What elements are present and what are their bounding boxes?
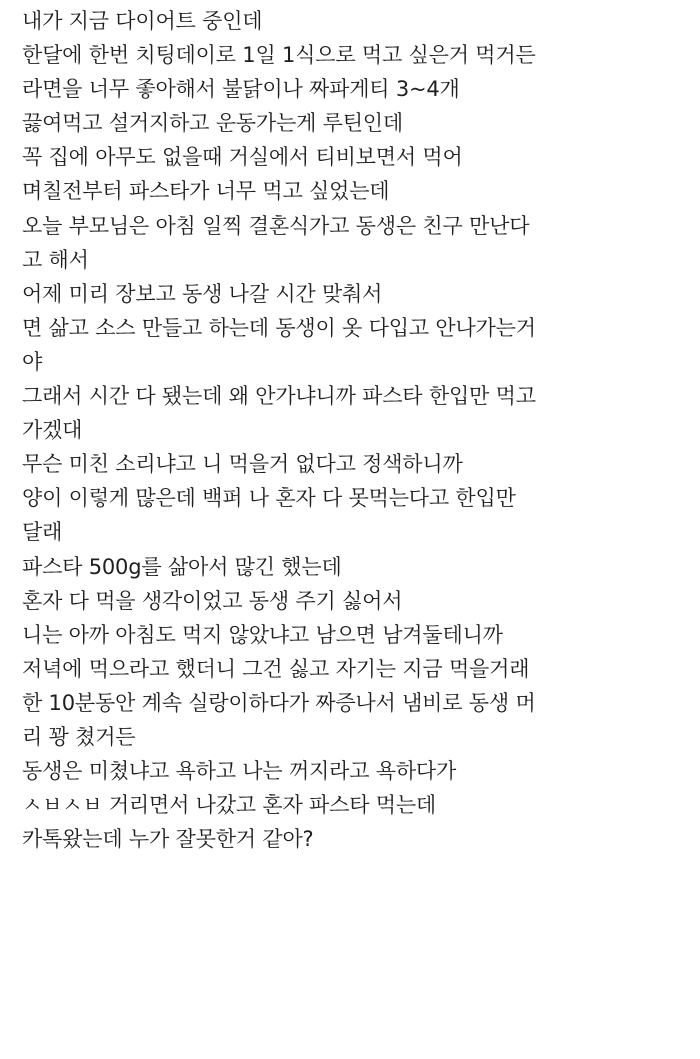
post-line: 양이 이렇게 많은데 백퍼 나 혼자 다 못먹는다고 한입만 bbox=[22, 486, 516, 511]
post-body bbox=[22, 4, 692, 856]
post-line: 동생은 미쳤냐고 욕하고 나는 꺼지라고 욕하다가 bbox=[22, 759, 457, 784]
post-line: 오늘 부모님은 아침 일찍 결혼식가고 동생은 친구 만난다 bbox=[22, 213, 530, 238]
post-line: 저녁에 먹으라고 했더니 그건 싫고 자기는 지금 먹을거래 bbox=[22, 656, 530, 681]
post-line: 어제 미리 장보고 동생 나갈 시간 맞춰서 bbox=[22, 281, 383, 306]
post-line: 고 해서 bbox=[22, 247, 89, 272]
post-line: 카톡왔는데 누가 잘못한거 같아? bbox=[22, 827, 314, 852]
post-line: 며칠전부터 파스타가 너무 먹고 싶었는데 bbox=[22, 179, 390, 204]
post-line: 그래서 시간 다 됐는데 왜 안가냐니까 파스타 한입만 먹고 bbox=[22, 384, 536, 409]
post-line: ㅅㅂㅅㅂ 거리면서 나갔고 혼자 파스타 먹는데 bbox=[22, 793, 437, 818]
post-line: 내가 지금 다이어트 중인데 bbox=[22, 9, 263, 33]
post-line: 끓여먹고 설거지하고 운동가는게 루틴인데 bbox=[22, 111, 403, 136]
post-line: 무슨 미친 소리냐고 니 먹을거 없다고 정색하니까 bbox=[22, 452, 463, 477]
post-line: 라면을 너무 좋아해서 불닭이나 짜파게티 3~4개 bbox=[22, 77, 460, 102]
post-line: 가겠대 bbox=[22, 418, 83, 443]
post-line: 꼭 집에 아무도 없을때 거실에서 티비보면서 먹어 bbox=[22, 145, 463, 170]
post-line: 달래 bbox=[22, 520, 63, 545]
post-line: 리 꽝 쳤거든 bbox=[22, 724, 136, 749]
post-line: 한 10분동안 계속 실랑이하다가 짜증나서 냄비로 동생 머 bbox=[22, 690, 536, 715]
post-line: 한달에 한번 치팅데이로 1일 1식으로 먹고 싶은거 먹거든 bbox=[22, 43, 536, 68]
post-line: 혼자 다 먹을 생각이었고 동생 주기 싫어서 bbox=[22, 588, 403, 613]
post-line: 니는 아까 아침도 먹지 않았냐고 남으면 남겨둘테니까 bbox=[22, 622, 503, 647]
post-line: 야 bbox=[22, 349, 43, 374]
post-line: 면 삶고 소스 만들고 하는데 동생이 옷 다입고 안나가는거 bbox=[22, 315, 536, 340]
post-line: 파스타 500g를 삶아서 많긴 했는데 bbox=[22, 554, 342, 579]
